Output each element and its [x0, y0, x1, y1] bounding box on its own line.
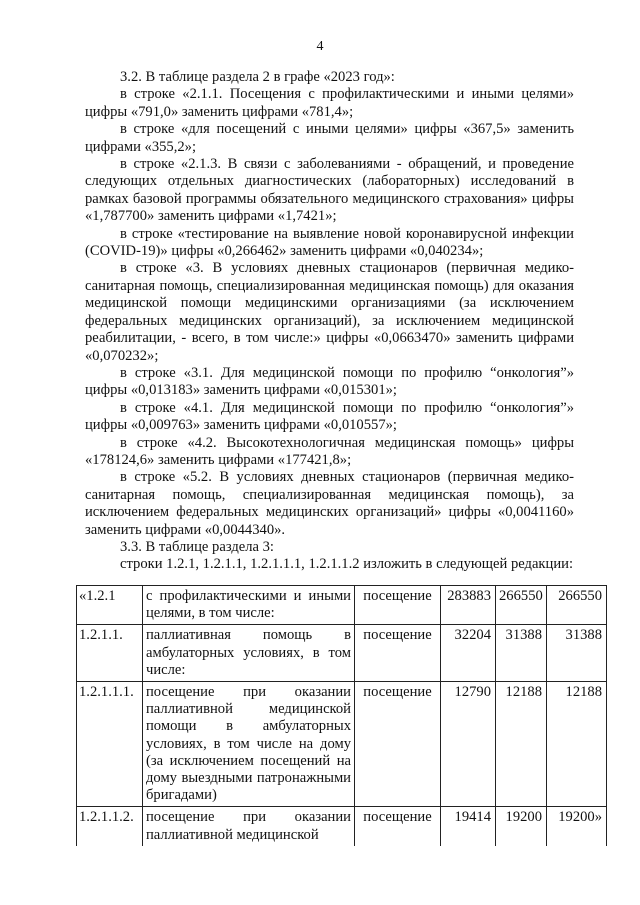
row-unit: посещение	[355, 682, 441, 807]
paragraph: в строке «тестирование на выявление новой коронавирусной инфекции (COVID-19)» цифры «0,266462» заменить цифрами «0,040234»;	[85, 225, 574, 260]
row-name: посещение при оказании паллиативной медицинской помощи в амбулаторных условиях, в том числе на дому (за исключением посещений на дому выездными патронажными бригадами)	[143, 682, 355, 807]
table-row	[77, 586, 607, 625]
row-value-2: 19200	[496, 807, 547, 846]
paragraph: 3.3. В таблице раздела 3:	[120, 538, 274, 555]
row-unit: посещение	[355, 807, 441, 846]
paragraph: в строке «для посещений с иными целями» цифры «367,5» заменить цифрами «355,2»;	[85, 121, 574, 155]
table-row	[77, 807, 607, 846]
page-number: 4	[316, 39, 324, 54]
paragraph: в строке «2.1.3. В связи с заболеваниями - обращений, и проведение следующих отдельных диагностических (лабораторных) исследований в рамках базовой программы обязательного медицинского страхования» цифры «1,787700» заменить цифрами «1,7421»;	[85, 156, 574, 225]
paragraph: в строке «3.1. Для медицинской помощи по профилю “онкология”» цифры «0,013183» заменить цифрами «0,015301»;	[85, 364, 574, 399]
row-name: паллиативная помощь в амбулаторных условиях, в том числе:	[143, 625, 355, 682]
row-value-3: 12188	[547, 682, 607, 807]
row-value-1: 283883	[441, 586, 496, 625]
row-value-1: 19414	[441, 807, 496, 846]
row-name: посещение при оказании паллиативной медицинской	[143, 807, 355, 846]
paragraph: в строке «2.1.1. Посещения с профилактическими и иными целями» цифры «791,0» заменить цифрами «781,4»;	[85, 86, 574, 120]
row-code: 1.2.1.1.1.	[77, 682, 143, 807]
row-value-1: 12790	[441, 682, 496, 807]
row-unit: посещение	[355, 586, 441, 625]
row-value-2: 266550	[496, 586, 547, 625]
row-value-2: 31388	[496, 625, 547, 682]
row-code: 1.2.1.1.	[77, 625, 143, 682]
paragraph: в строке «4.1. Для медицинской помощи по профилю “онкология”» цифры «0,009763» заменить цифрами «0,010557»;	[85, 399, 574, 434]
row-value-3: 266550	[547, 586, 607, 625]
row-name: с профилактическими и иными целями, в том числе:	[143, 586, 355, 625]
row-code: 1.2.1.1.2.	[77, 807, 143, 846]
row-value-1: 32204	[441, 625, 496, 682]
paragraph: в строке «4.2. Высокотехнологичная медицинская помощь» цифры «178124,6» заменить цифрами «177421,8»;	[85, 434, 574, 468]
row-value-3: 19200»	[547, 807, 607, 846]
paragraph: в строке «3. В условиях дневных стационаров (первичная медико-санитарная помощь, специализированная медицинская помощь) для оказания медицинской помощи медицинскими организациями (за исключением федеральных медицинских организаций), за исключением медицинской реабилитации, - всего, в том числе:» цифры «0,0663470» заменить цифрами «0,070232»;	[85, 260, 574, 364]
table-row	[77, 625, 607, 682]
table-row	[77, 682, 607, 807]
paragraph: строки 1.2.1, 1.2.1.1, 1.2.1.1.1, 1.2.1.1.2 изложить в следующей редакции:	[120, 556, 573, 573]
row-code: «1.2.1	[77, 586, 143, 625]
row-value-3: 31388	[547, 625, 607, 682]
row-value-2: 12188	[496, 682, 547, 807]
paragraph: 3.2. В таблице раздела 2 в графе «2023 год»:	[120, 69, 395, 85]
document-body	[85, 69, 574, 574]
paragraph: в строке «5.2. В условиях дневных стационаров (первичная медико-санитарная помощь, специализированная медицинская помощь), за исключением федеральных медицинских организаций» цифры «0,0041160» заменить цифрами «0,0044340».	[85, 469, 574, 538]
row-unit: посещение	[355, 625, 441, 682]
section-3-table	[76, 585, 607, 846]
